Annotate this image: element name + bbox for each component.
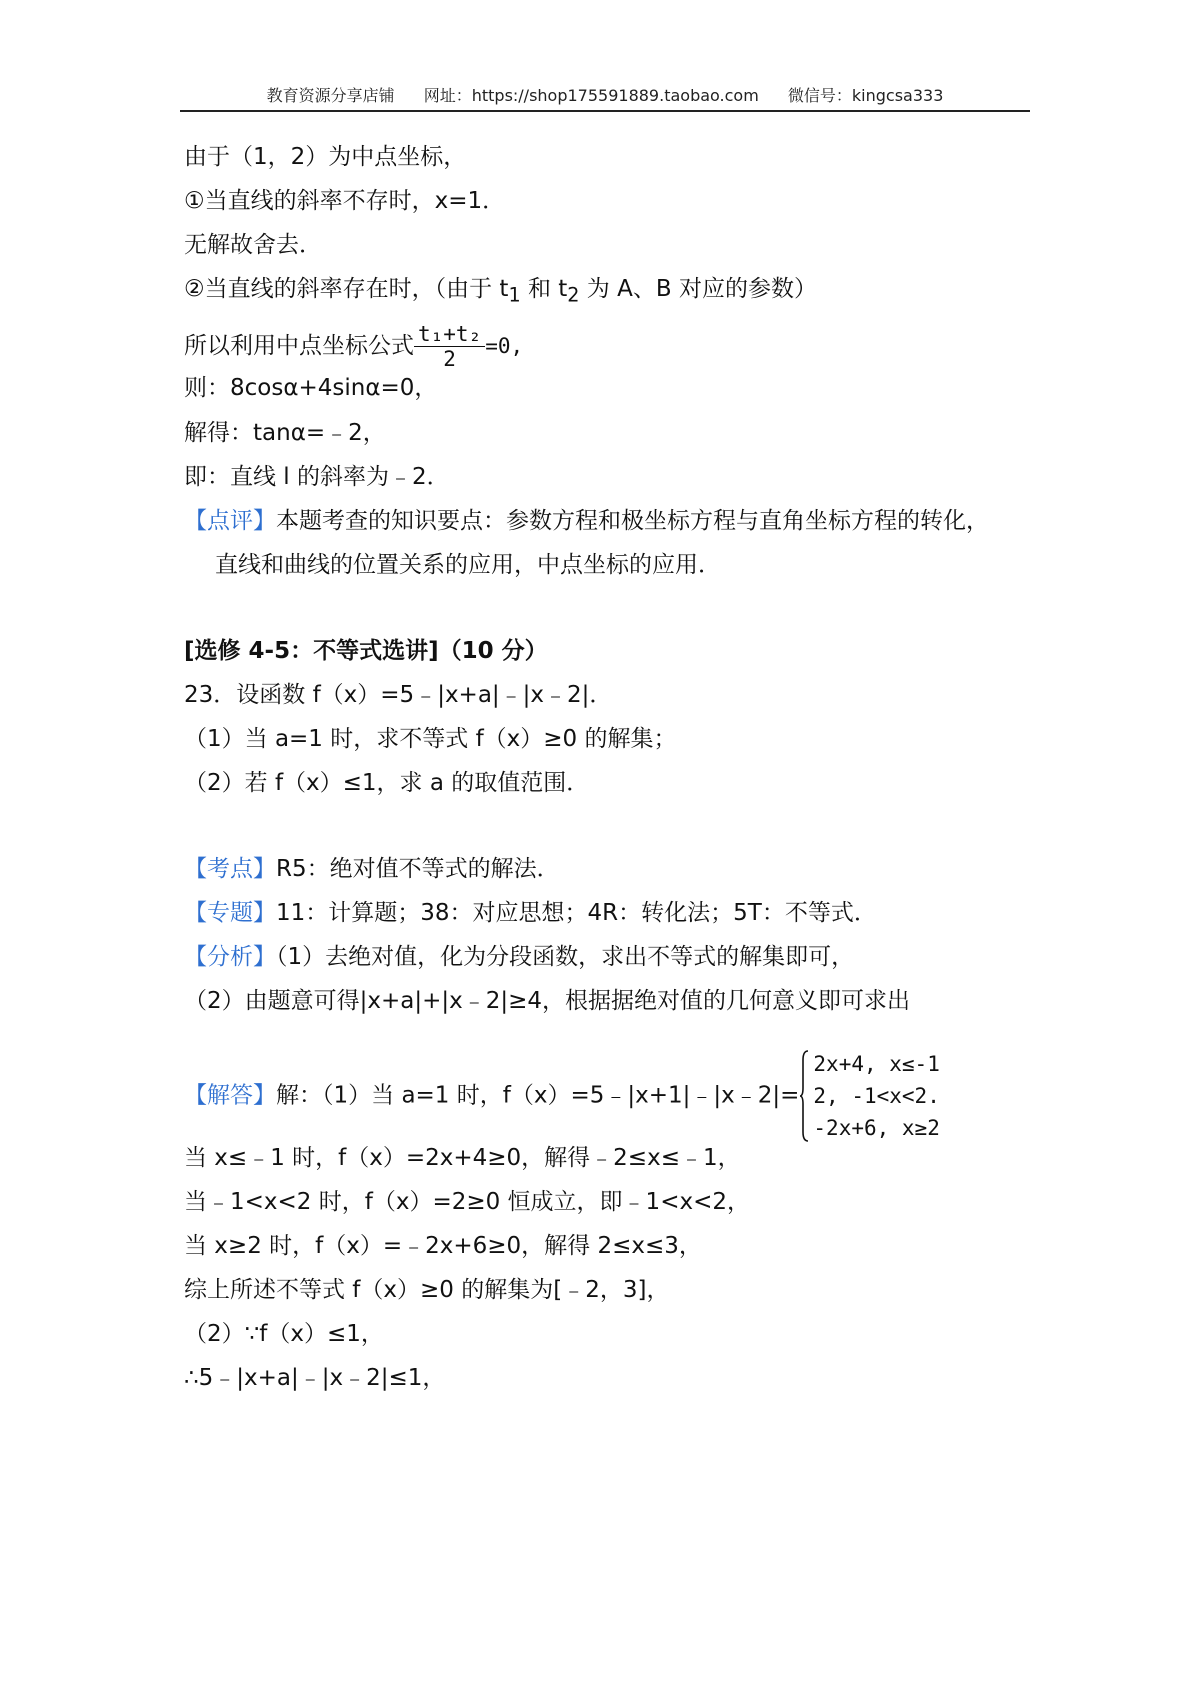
fenxi-line (184, 942, 854, 972)
text-line: 无解故舍去． (184, 232, 322, 258)
fenxi-line-2: （2）由题意可得|x+a|+|x﹣2|≥4，根据据绝对值的几何意义即可求出 (184, 988, 911, 1014)
page-header (180, 83, 1030, 106)
text-line: ①当直线的斜率不存时，x=1． (184, 188, 506, 214)
jieda-text: 解：（1）当 a=1 时，f（x）=5﹣|x+1|﹣|x﹣2|= (276, 1082, 800, 1109)
kaodian-tag: 【考点】 (184, 856, 276, 882)
text-span: ②当直线的斜率存在时，（由于 t (184, 276, 509, 302)
header-shop: 教育资源分享店铺 (266, 86, 395, 105)
fenxi-tag: 【分析】 (184, 944, 276, 970)
text-span: 和 t (520, 276, 568, 302)
text-line: 解得：tanα=﹣2， (184, 420, 386, 446)
solution-line: 当 x≥2 时，f（x）=﹣2x+6≥0，解得 2≤x≤3， (184, 1233, 702, 1259)
text-line: 则：8cosα+4sinα=0， (184, 375, 438, 401)
question-23: 23．设函数 f（x）=5﹣|x+a|﹣|x﹣2|． (184, 682, 613, 708)
subscript: 2 (567, 283, 580, 307)
fraction-denominator: 2 (443, 347, 456, 371)
piecewise-row: 2, -1<x<2. (813, 1084, 940, 1108)
zhuanti-tag: 【专题】 (184, 900, 276, 926)
midpoint-fraction (414, 322, 485, 371)
review-tag: 【点评】 (184, 508, 276, 534)
piecewise-row: -2x+6, x≥2 (813, 1116, 940, 1140)
jieda-tag: 【解答】 (184, 1082, 276, 1109)
text-line (184, 322, 523, 371)
text-line: 由于（1，2）为中点坐标， (184, 144, 467, 170)
jieda-line (184, 1048, 940, 1144)
subscript: 1 (508, 283, 521, 307)
text-span: 所以利用中点坐标公式 (184, 333, 414, 359)
solution-line: 当﹣1<x<2 时，f（x）=2≥0 恒成立，即﹣1<x<2， (184, 1189, 750, 1215)
section-title: [选修 4-5：不等式选讲]（10 分） (184, 638, 548, 664)
header-wechat: 微信号：kingcsa333 (787, 86, 944, 105)
zhuanti-text: 11：计算题；38：对应思想；4R：转化法；5T：不等式． (276, 900, 877, 926)
text-line: 即：直线 l 的斜率为﹣2． (184, 464, 450, 490)
equals-zero: =0, (485, 334, 524, 358)
question-23-part2: （2）若 f（x）≤1，求 a 的取值范围． (184, 770, 590, 796)
piecewise-function (799, 1048, 939, 1144)
question-23-part1: （1）当 a=1 时，求不等式 f（x）≥0 的解集； (184, 726, 677, 752)
review-line-2: 直线和曲线的位置关系的应用，中点坐标的应用． (215, 552, 721, 578)
text-line (184, 274, 817, 311)
kaodian-line (184, 854, 560, 884)
header-url: 网址：https://shop175591889.taobao.com (423, 86, 759, 105)
solution-line: 当 x≤﹣1 时，f（x）=2x+4≥0，解得﹣2≤x≤﹣1， (184, 1145, 741, 1171)
solution-line: ∴5﹣|x+a|﹣|x﹣2|≤1， (184, 1365, 446, 1391)
fraction-numerator: t₁+t₂ (414, 322, 485, 347)
kaodian-text: R5：绝对值不等式的解法． (276, 856, 560, 882)
zhuanti-line (184, 898, 877, 928)
solution-line: （2）∵f（x）≤1， (184, 1321, 384, 1347)
header-divider (180, 110, 1030, 112)
review-line (184, 506, 989, 536)
piecewise-row: 2x+4, x≤-1 (813, 1052, 940, 1076)
fenxi-text: （1）去绝对值，化为分段函数，求出不等式的解集即可， (276, 944, 855, 970)
left-brace-icon (799, 1050, 809, 1142)
solution-line: 综上所述不等式 f（x）≥0 的解集为[﹣2，3]， (184, 1277, 670, 1303)
text-span: 为 A、B 对应的参数） (579, 276, 817, 302)
review-text: 本题考查的知识要点：参数方程和极坐标方程与直角坐标方程的转化， (276, 508, 989, 534)
